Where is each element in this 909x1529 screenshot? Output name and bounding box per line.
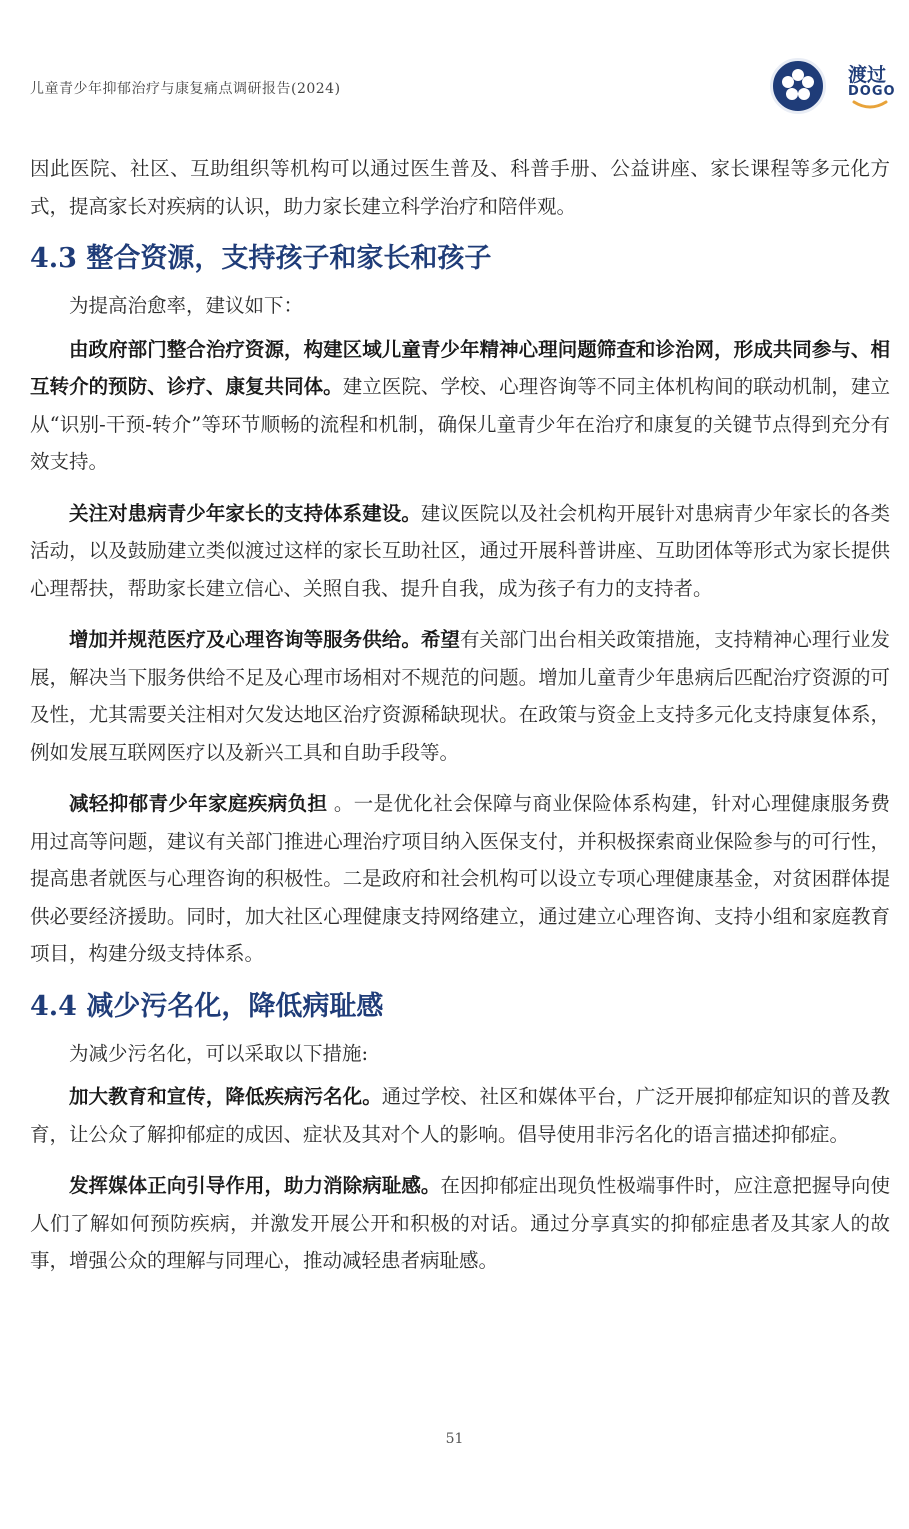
- paragraph-text: 建立医院、学校、心理咨询等不同主体机构间的联动机制，建立从“识别-干预-转介”等环节顺畅的流程和机制，确保儿童青少年在治疗和康复的关键节点得到充分有效支持。: [30, 375, 890, 473]
- paragraph: [30, 331, 890, 481]
- paragraph-text: 有关部门出台相关政策措施，支持精神心理行业发展，解决当下服务供给不足及心理市场相对不规范的问题。增加儿童青少年患病后匹配治疗资源的可及性，尤其需要关注相对欠发达地区治疗资源稀缺现状。在政策与资金上支持多元化支持康复体系，例如发展互联网医疗以及新兴工具和自助手段等。: [30, 628, 890, 764]
- document-body: [30, 150, 890, 1294]
- smile-mark-icon: [850, 100, 890, 110]
- paragraph-bold-lead: 减轻抑郁青少年家庭疾病负担: [69, 792, 328, 815]
- section-number: 4.4: [30, 990, 77, 1022]
- section-4-4-heading: [30, 987, 890, 1027]
- paragraph: [30, 1078, 890, 1153]
- page-number: 51: [445, 1431, 464, 1447]
- section-4-3-heading: [30, 239, 890, 279]
- paragraph-text: 。一是优化社会保障与商业保险体系构建，针对心理健康服务费用过高等问题，建议有关部门推进心理治疗项目纳入医保支付，并积极探索商业保险参与的可行性，提高患者就医与心理咨询的积极性。二是政府和社会机构可以设立专项心理健康基金，对贫困群体提供必要经济援助。同时，加大社区心理健康支持网络建立，通过建立心理咨询、支持小组和家庭教育项目，构建分级支持体系。: [30, 792, 890, 965]
- paragraph: [30, 1167, 890, 1280]
- paragraph: [30, 495, 890, 608]
- paragraph-bold-lead: 关注对患病青少年家长的支持体系建设。: [69, 501, 421, 525]
- paragraph-text: 建议医院以及社会机构开展针对患病青少年家长的各类活动，以及鼓励建立类似渡过这样的家长互助社区，通过开展科普讲座、互助团体等形式为家长提供心理帮扶，帮助家长建立信心、关照自我、提升自我，成为孩子有力的支持者。: [30, 501, 890, 600]
- paragraph-bold-lead: 发挥媒体正向引导作用，助力消除病耻感。: [69, 1174, 441, 1197]
- paragraph-text: 通过学校、社区和媒体平台，广泛开展抑郁症知识的普及教育，让公众了解抑郁症的成因、症状及其对个人的影响。倡导使用非污名化的语言描述抑郁症。: [30, 1085, 890, 1146]
- paragraph-bold-lead: 加大教育和宣传，降低疾病污名化。: [69, 1085, 382, 1108]
- dogo-logo: [770, 56, 900, 118]
- brand-name-english: DOGO: [848, 84, 896, 99]
- section-4-3-lead: 为提高治愈率，建议如下：: [69, 294, 304, 317]
- flower-logo-icon: [770, 58, 826, 114]
- section-4-4-lead: 为减少污名化，可以采取以下措施:: [69, 1041, 369, 1065]
- paragraph-bold-lead: 增加并规范医疗及心理咨询等服务供给。希望: [69, 628, 460, 651]
- paragraph-bold-lead: 由政府部门整合治疗资源，构建区域儿童青少年精神心理问题筛查和诊治网，形成共同参与、相互转介的预防、诊疗、康复共同体。: [30, 337, 890, 398]
- paragraph-text: 在因抑郁症出现负性极端事件时，应注意把握导向使人们了解如何预防疾病，并激发开展公开和积极的对话。通过分享真实的抑郁症患者及其家人的故事，增强公众的理解与同理心，推动减轻患者病耻感。: [30, 1174, 890, 1272]
- section-title: 整合资源，支持孩子和家长和孩子: [86, 243, 492, 274]
- brand-name-chinese: 渡过: [848, 64, 887, 86]
- report-header-title: 儿童青少年抑郁治疗与康复痛点调研报告(2024): [30, 81, 341, 97]
- intro-paragraph: 因此医院、社区、互助组织等机构可以通过医生普及、科普手册、公益讲座、家长课程等多元化方式，提高家长对疾病的认识，助力家长建立科学治疗和陪伴观。: [30, 157, 890, 218]
- section-number: 4.3: [30, 243, 77, 274]
- paragraph: [30, 785, 890, 973]
- section-title: 减少污名化，降低病耻感: [86, 990, 384, 1022]
- paragraph: [30, 621, 890, 771]
